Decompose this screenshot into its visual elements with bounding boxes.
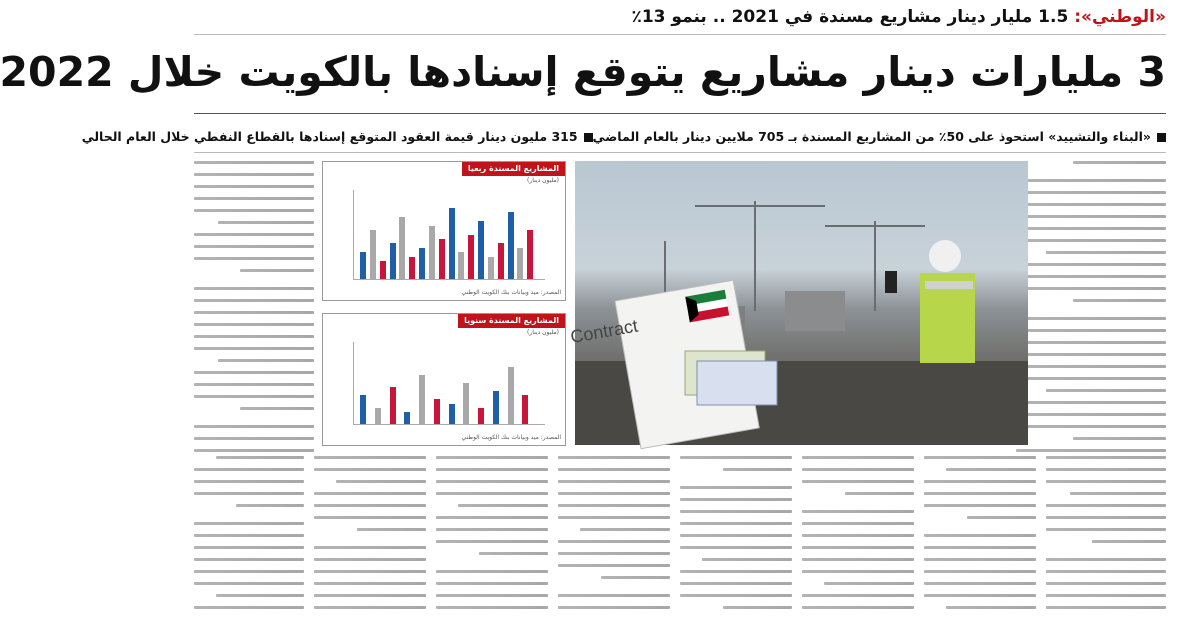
text-line bbox=[680, 582, 792, 585]
text-line bbox=[680, 570, 792, 573]
chart-bar bbox=[527, 230, 533, 279]
text-line bbox=[1046, 504, 1166, 507]
chart-bar bbox=[478, 408, 484, 424]
bullet-square-icon bbox=[1157, 133, 1166, 142]
text-line bbox=[436, 582, 548, 585]
text-line bbox=[680, 456, 792, 459]
chart-bar bbox=[493, 391, 499, 424]
chart-bar bbox=[468, 235, 474, 280]
text-line bbox=[558, 492, 670, 495]
text-line bbox=[1046, 389, 1166, 392]
chart-bar bbox=[419, 375, 425, 424]
body-column-5 bbox=[802, 456, 914, 620]
text-line bbox=[218, 221, 314, 224]
chart-bar bbox=[429, 226, 435, 279]
text-line bbox=[924, 480, 1036, 483]
text-line bbox=[1016, 275, 1166, 278]
text-line bbox=[1046, 606, 1166, 609]
text-line bbox=[194, 257, 314, 260]
text-line bbox=[436, 456, 548, 459]
chart-bar bbox=[439, 239, 445, 279]
text-line bbox=[924, 582, 1036, 585]
text-line bbox=[680, 522, 792, 525]
text-line bbox=[1016, 353, 1166, 356]
bullet-square-icon bbox=[584, 133, 593, 142]
text-line bbox=[194, 522, 304, 525]
text-line bbox=[236, 504, 304, 507]
chart-bar bbox=[498, 243, 504, 279]
text-line bbox=[194, 323, 314, 326]
body-column-1 bbox=[1016, 161, 1166, 456]
text-line bbox=[194, 335, 314, 338]
text-line bbox=[1073, 299, 1166, 302]
text-line bbox=[558, 564, 670, 567]
kicker-text: 1.5 مليار دينار مشاريع مسندة في 2021 .. بنمو 13٪ bbox=[631, 7, 1075, 27]
text-line bbox=[702, 558, 792, 561]
text-line bbox=[802, 570, 914, 573]
text-line bbox=[194, 347, 314, 350]
chart-bar bbox=[508, 212, 514, 279]
text-line bbox=[924, 534, 1036, 537]
chart-bar bbox=[434, 399, 440, 424]
text-line bbox=[436, 594, 548, 597]
text-line bbox=[558, 606, 670, 609]
text-line bbox=[1016, 263, 1166, 266]
chart-annual bbox=[322, 313, 566, 446]
text-line bbox=[194, 233, 314, 236]
text-line bbox=[194, 606, 304, 609]
text-line bbox=[1046, 468, 1166, 471]
text-line bbox=[314, 582, 426, 585]
text-line bbox=[216, 594, 304, 597]
text-line bbox=[436, 480, 548, 483]
text-line bbox=[802, 468, 914, 471]
headline: 3 مليارات دينار مشاريع يتوقع إسنادها بالكويت خلال 2022 bbox=[0, 48, 1166, 96]
text-line bbox=[723, 468, 792, 471]
text-line bbox=[194, 534, 304, 537]
text-line bbox=[1046, 456, 1166, 459]
text-line bbox=[558, 594, 670, 597]
text-line bbox=[1046, 558, 1166, 561]
body-column-8 bbox=[436, 456, 548, 620]
text-line bbox=[680, 498, 792, 501]
text-line bbox=[1046, 480, 1166, 483]
chart-quarterly-subtitle: (مليون دينار) bbox=[527, 177, 559, 184]
body-column-7 bbox=[558, 456, 670, 620]
text-line bbox=[802, 594, 914, 597]
text-line bbox=[558, 456, 670, 459]
text-line bbox=[1092, 540, 1166, 543]
text-line bbox=[479, 552, 548, 555]
kicker-line bbox=[560, 2, 1166, 32]
body-column-2 bbox=[194, 161, 314, 456]
text-line bbox=[1016, 413, 1166, 416]
text-line bbox=[1016, 317, 1166, 320]
text-line bbox=[802, 456, 914, 459]
chart-bar bbox=[522, 395, 528, 424]
text-line bbox=[1016, 179, 1166, 182]
chart-bar bbox=[419, 248, 425, 279]
text-line bbox=[194, 161, 314, 164]
text-line bbox=[1016, 425, 1166, 428]
text-line bbox=[436, 540, 548, 543]
text-line bbox=[802, 606, 914, 609]
text-line bbox=[314, 594, 426, 597]
text-line bbox=[558, 540, 670, 543]
text-line bbox=[1016, 287, 1166, 290]
chart-bar bbox=[409, 257, 415, 279]
text-line bbox=[924, 492, 1036, 495]
text-line bbox=[845, 492, 914, 495]
text-line bbox=[1016, 401, 1166, 404]
text-line bbox=[194, 209, 314, 212]
body-column-4 bbox=[924, 456, 1036, 620]
text-line bbox=[802, 546, 914, 549]
text-line bbox=[967, 516, 1036, 519]
text-line bbox=[436, 570, 548, 573]
text-line bbox=[580, 528, 670, 531]
text-line bbox=[194, 287, 314, 290]
chart-bar bbox=[360, 395, 366, 424]
text-line bbox=[680, 534, 792, 537]
text-line bbox=[336, 480, 426, 483]
text-line bbox=[946, 468, 1036, 471]
text-line bbox=[680, 546, 792, 549]
chart-bar bbox=[449, 208, 455, 279]
chart-quarterly-plot bbox=[353, 190, 545, 280]
body-column-6 bbox=[680, 456, 792, 620]
text-line bbox=[240, 407, 314, 410]
chart-bar bbox=[390, 387, 396, 424]
text-line bbox=[558, 516, 670, 519]
chart-bar bbox=[517, 248, 523, 279]
text-line bbox=[194, 299, 314, 302]
text-line bbox=[924, 570, 1036, 573]
text-line bbox=[240, 269, 314, 272]
chart-quarterly bbox=[322, 161, 566, 301]
hero-photo bbox=[568, 161, 1028, 445]
text-line bbox=[194, 546, 304, 549]
text-line bbox=[314, 606, 426, 609]
text-line bbox=[723, 606, 792, 609]
contract-label: Contract bbox=[568, 315, 640, 348]
text-line bbox=[924, 594, 1036, 597]
text-line bbox=[802, 480, 914, 483]
text-line bbox=[314, 516, 426, 519]
text-line bbox=[558, 504, 670, 507]
text-line bbox=[194, 468, 304, 471]
text-line bbox=[1016, 215, 1166, 218]
text-line bbox=[1073, 161, 1166, 164]
chart-quarterly-source: المصدر: ميد وبيانات بنك الكويت الوطني bbox=[461, 289, 561, 296]
text-line bbox=[194, 185, 314, 188]
text-line bbox=[1046, 570, 1166, 573]
text-line bbox=[1046, 251, 1166, 254]
text-line bbox=[558, 468, 670, 471]
text-line bbox=[194, 425, 314, 428]
text-line bbox=[924, 456, 1036, 459]
text-line bbox=[1070, 492, 1166, 495]
body-column-10 bbox=[194, 456, 304, 620]
text-line bbox=[1016, 449, 1166, 452]
text-line bbox=[1016, 239, 1166, 242]
text-line bbox=[314, 492, 426, 495]
chart-quarterly-title: المشاريع المسندة ربعيا bbox=[462, 162, 565, 176]
text-line bbox=[194, 570, 304, 573]
text-line bbox=[436, 492, 548, 495]
chart-bar bbox=[478, 221, 484, 279]
chart-bar bbox=[508, 367, 514, 424]
text-line bbox=[924, 504, 1036, 507]
text-line bbox=[194, 582, 304, 585]
text-line bbox=[946, 606, 1036, 609]
body-column-3 bbox=[1046, 456, 1166, 620]
text-line bbox=[558, 552, 670, 555]
chart-bar bbox=[488, 257, 494, 279]
text-line bbox=[314, 504, 426, 507]
construction-illustration bbox=[568, 161, 1028, 445]
chart-bar bbox=[458, 252, 464, 279]
chart-bar bbox=[390, 243, 396, 279]
text-line bbox=[194, 395, 314, 398]
chart-bar bbox=[370, 230, 376, 279]
text-line bbox=[1016, 329, 1166, 332]
text-line bbox=[194, 558, 304, 561]
text-line bbox=[458, 504, 548, 507]
text-line bbox=[314, 558, 426, 561]
text-line bbox=[314, 546, 426, 549]
text-line bbox=[1046, 594, 1166, 597]
chart-bar bbox=[360, 252, 366, 279]
text-line bbox=[802, 558, 914, 561]
chart-bar bbox=[404, 412, 410, 424]
text-line bbox=[194, 480, 304, 483]
text-line bbox=[194, 449, 314, 452]
text-line bbox=[1016, 191, 1166, 194]
text-line bbox=[1016, 341, 1166, 344]
chart-annual-subtitle: (مليون دينار) bbox=[527, 329, 559, 336]
text-line bbox=[1016, 227, 1166, 230]
chart-bar bbox=[449, 404, 455, 425]
text-line bbox=[824, 582, 914, 585]
text-line bbox=[194, 437, 314, 440]
text-line bbox=[436, 606, 548, 609]
text-line bbox=[194, 245, 314, 248]
text-line bbox=[1046, 582, 1166, 585]
text-line bbox=[924, 558, 1036, 561]
text-line bbox=[194, 197, 314, 200]
text-line bbox=[601, 576, 670, 579]
text-line bbox=[558, 480, 670, 483]
chart-annual-source: المصدر: ميد وبيانات بنك الكويت الوطني bbox=[461, 434, 561, 441]
text-line bbox=[1046, 528, 1166, 531]
chart-bar bbox=[375, 408, 381, 424]
text-line bbox=[802, 510, 914, 513]
body-column-9 bbox=[314, 456, 426, 620]
text-line bbox=[194, 492, 304, 495]
text-line bbox=[436, 516, 548, 519]
subheads-bar bbox=[81, 124, 1166, 148]
text-line bbox=[357, 528, 426, 531]
chart-bar bbox=[380, 261, 386, 279]
text-line bbox=[680, 510, 792, 513]
kicker-source: «الوطني»: bbox=[1074, 7, 1166, 27]
text-line bbox=[1016, 365, 1166, 368]
text-line bbox=[924, 546, 1036, 549]
text-line bbox=[436, 528, 548, 531]
chart-annual-plot bbox=[353, 342, 545, 425]
subhead-1: «البناء والتشييد» استحوذ على 50٪ من المشاريع المسندة بـ 705 ملايين دينار بالعام الماضي bbox=[593, 129, 1166, 144]
chart-bar bbox=[463, 383, 469, 424]
text-line bbox=[314, 570, 426, 573]
text-line bbox=[680, 486, 792, 489]
text-line bbox=[680, 594, 792, 597]
text-line bbox=[1073, 437, 1166, 440]
chart-bar bbox=[399, 217, 405, 279]
subhead-2: 315 مليون دينار قيمة العقود المتوقع إسنادها بالقطاع النفطي خلال العام الحالي bbox=[82, 129, 593, 144]
text-line bbox=[194, 371, 314, 374]
text-line bbox=[1016, 377, 1166, 380]
text-line bbox=[216, 456, 304, 459]
text-line bbox=[314, 456, 426, 459]
text-line bbox=[218, 359, 314, 362]
text-line bbox=[802, 534, 914, 537]
text-line bbox=[1016, 203, 1166, 206]
text-line bbox=[1046, 516, 1166, 519]
text-line bbox=[194, 383, 314, 386]
chart-annual-title: المشاريع المسندة سنويا bbox=[458, 314, 565, 328]
text-line bbox=[802, 522, 914, 525]
text-line bbox=[194, 173, 314, 176]
text-line bbox=[314, 468, 426, 471]
text-line bbox=[436, 468, 548, 471]
text-line bbox=[194, 311, 314, 314]
